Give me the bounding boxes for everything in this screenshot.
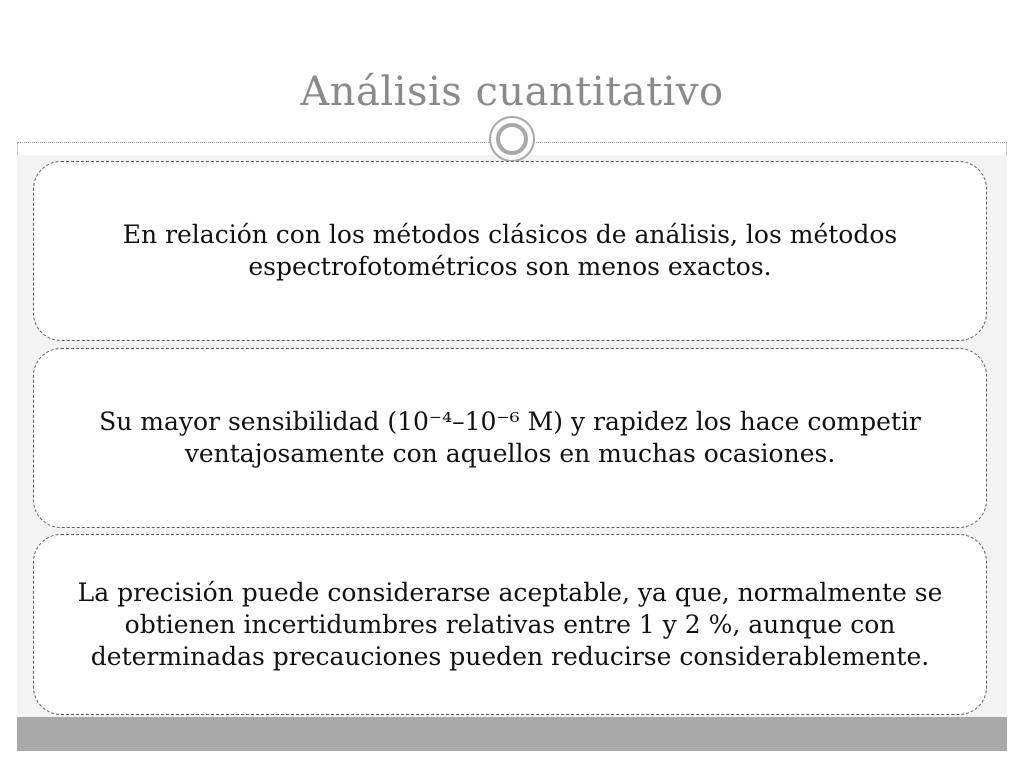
bullet-box-2 (33, 348, 987, 528)
bullet-box-3 (33, 534, 987, 715)
footer-bar (17, 717, 1007, 751)
decorative-circle-icon (489, 116, 535, 162)
decorative-circle-inner (496, 123, 528, 155)
bullet-box-1 (33, 161, 987, 341)
slide-title: Análisis cuantitativo (300, 69, 724, 115)
bullet-text-2: Su mayor sensibilidad (10⁻⁴–10⁻⁶ M) y rapidez los hace competir ventajosamente con aquellos en muchas ocasiones. (99, 407, 921, 468)
bullet-text-3: La precisión puede considerarse aceptable, ya que, normalmente se obtienen incertidumbres relativas entre 1 y 2 %, aunque con determinadas precauciones pueden reducirse considerablemente. (77, 577, 943, 671)
bullet-text-1: En relación con los métodos clásicos de análisis, los métodos espectrofotométricos son menos exactos. (122, 220, 898, 281)
